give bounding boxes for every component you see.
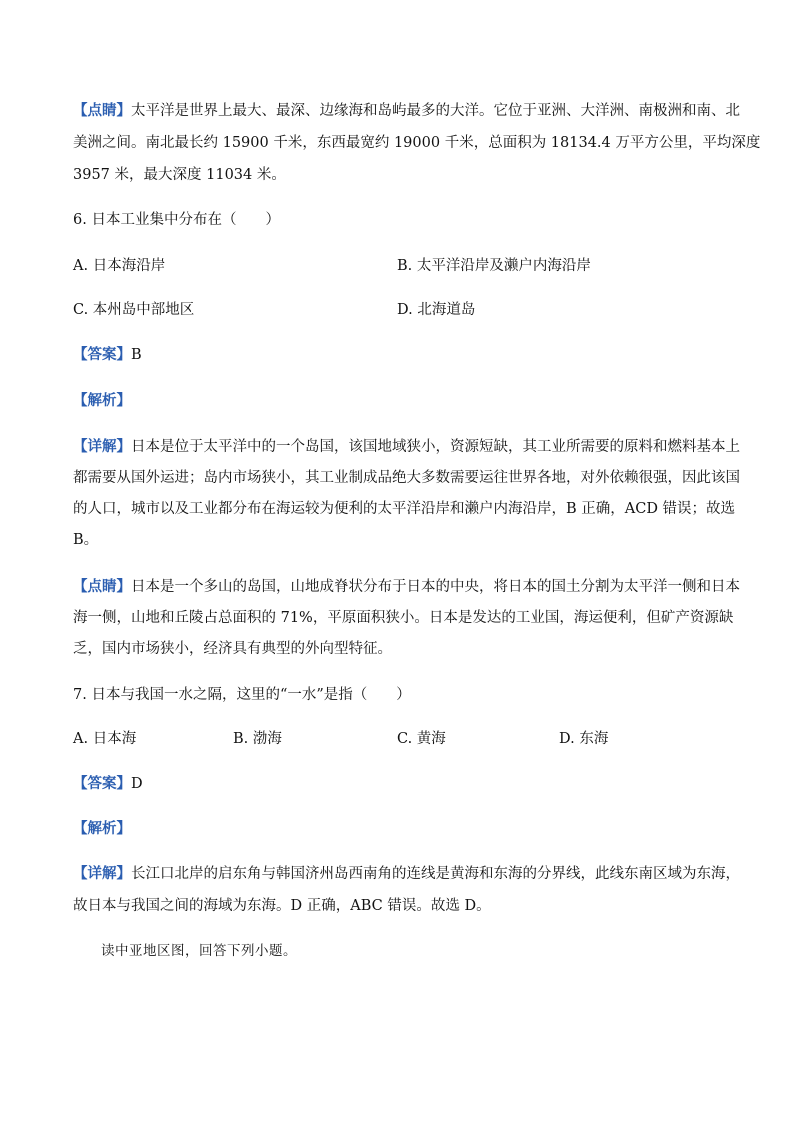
note-tag: 点睛 xyxy=(87,578,117,595)
option-d: D. 北海道岛 xyxy=(397,302,476,318)
note-text: 乏，国内市场狭小，经济具有典型的外向型特征。 xyxy=(73,641,392,657)
analysis-heading: 【解析】 xyxy=(73,820,131,837)
analysis-tag: 解析 xyxy=(87,820,117,837)
detail-paragraph-line xyxy=(73,896,491,916)
answer-line: 【答案】D xyxy=(73,775,143,792)
answer-tag: 答案 xyxy=(87,775,117,792)
note-text: 太平洋是世界上最大、最深、边缘海和岛屿最多的大洋。它位于亚洲、大洋洲、南极洲和南、北 xyxy=(131,103,740,119)
detail-text: 都需要从国外运进；岛内市场狭小，其工业制成品绝大多数需要运往世界各地，对外依赖很强，因此该国 xyxy=(73,470,740,486)
detail-paragraph-line xyxy=(73,530,98,550)
analysis-tag: 解析 xyxy=(87,392,117,409)
option-d: D. 东海 xyxy=(559,731,609,747)
note-tag: 点睛 xyxy=(87,102,117,119)
detail-paragraph-line xyxy=(73,468,740,488)
detail-paragraph-line: 【详解】长江口北岸的启东角与韩国济州岛西南角的连线是黄海和东海的分界线，此线东南区域为东海， xyxy=(73,865,740,882)
answer-value: D xyxy=(131,776,143,792)
option-b: B. 太平洋沿岸及濑户内海沿岸 xyxy=(397,258,591,274)
note-paragraph-line xyxy=(73,133,760,153)
analysis-heading: 【解析】 xyxy=(73,392,131,409)
note-paragraph-line: 【点睛】日本是一个多山的岛国，山地成脊状分布于日本的中央，将日本的国土分割为太平洋一侧和日本 xyxy=(73,578,740,595)
detail-text: 的人口，城市以及工业都分布在海运较为便利的太平洋沿岸和濑户内海沿岸，B 正确，ACD 错误；故选 xyxy=(73,501,736,517)
detail-tag: 详解 xyxy=(87,865,117,882)
note-paragraph-line: 【点睛】太平洋是世界上最大、最深、边缘海和岛屿最多的大洋。它位于亚洲、大洋洲、南极洲和南、北 xyxy=(73,102,740,119)
note-paragraph-line xyxy=(73,608,733,628)
detail-paragraph-line: 【详解】日本是位于太平洋中的一个岛国，该国地域狭小，资源短缺，其工业所需要的原料和燃料基本上 xyxy=(73,438,740,455)
detail-paragraph-line xyxy=(73,499,735,519)
option-a: A. 日本海沿岸 xyxy=(73,258,166,274)
detail-text: 故日本与我国之间的海域为东海。D 正确，ABC 错误。故选 D。 xyxy=(73,898,491,914)
option-c: C. 黄海 xyxy=(397,731,446,747)
answer-tag: 答案 xyxy=(87,346,117,363)
detail-text: 日本是位于太平洋中的一个岛国，该国地域狭小，资源短缺，其工业所需要的原料和燃料基本上 xyxy=(131,439,740,455)
answer-value: B xyxy=(131,347,142,363)
note-text: 3957 米，最大深度 11034 米。 xyxy=(73,167,286,183)
note-text: 海一侧，山地和丘陵占总面积的 71%，平原面积狭小。日本是发达的工业国，海运便利，但矿产资源缺 xyxy=(73,610,734,626)
note-text: 日本是一个多山的岛国，山地成脊状分布于日本的中央，将日本的国土分割为太平洋一侧和日本 xyxy=(131,579,740,595)
note-paragraph-line xyxy=(73,639,392,659)
option-b: B. 渤海 xyxy=(233,731,282,747)
option-c: C. 本州岛中部地区 xyxy=(73,302,195,318)
question-stem: 6. 日本工业集中分布在（ ） xyxy=(73,212,280,228)
answer-line: 【答案】B xyxy=(73,346,142,363)
detail-text: B。 xyxy=(73,532,99,548)
note-text: 美洲之间。南北最长约 15900 千米，东西最宽约 19000 千米，总面积为 18134.4 万平方公里，平均深度 xyxy=(73,135,761,151)
detail-text: 长江口北岸的启东角与韩国济州岛西南角的连线是黄海和东海的分界线，此线东南区域为东海， xyxy=(131,866,740,882)
detail-tag: 详解 xyxy=(87,438,117,455)
question-stem: 7. 日本与我国一水之隔，这里的“一水”是指（ ） xyxy=(73,687,411,703)
note-paragraph-line xyxy=(73,165,286,185)
section-intro: 读中亚地区图，回答下列小题。 xyxy=(101,943,297,959)
option-a: A. 日本海 xyxy=(73,731,137,747)
